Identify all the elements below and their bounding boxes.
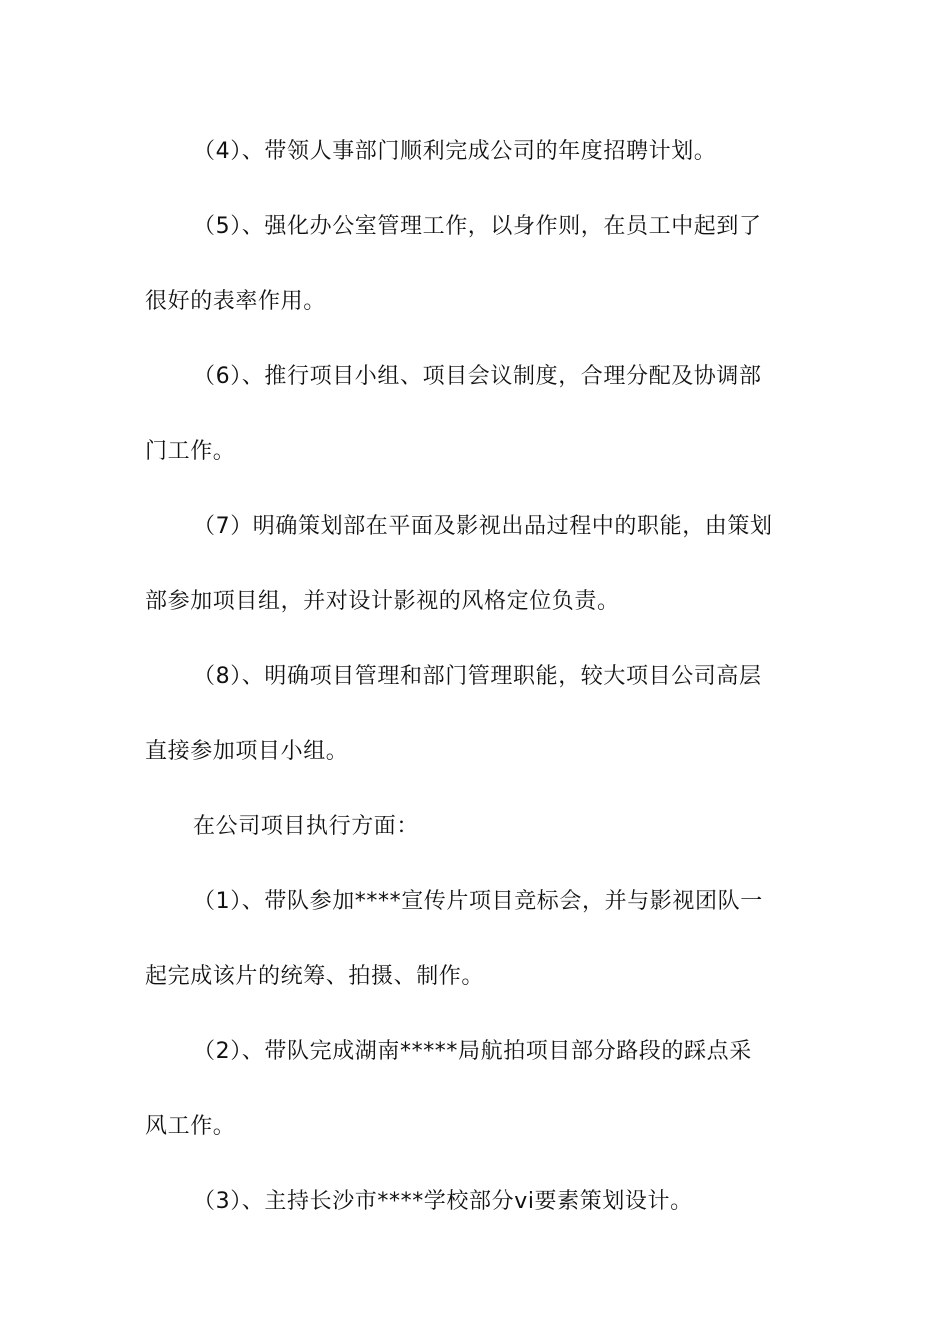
paragraph-8-line-2: 直接参加项目小组。 xyxy=(145,739,349,764)
paragraph-6-line-2: 门工作。 xyxy=(145,439,236,464)
project-2-line-1: （2）、带队完成湖南*****局航拍项目部分路段的踩点采 xyxy=(193,1039,752,1064)
paragraph-7-line-2: 部参加项目组，并对设计影视的风格定位负责。 xyxy=(145,589,620,614)
section-heading: 在公司项目执行方面： xyxy=(193,814,420,839)
project-1-line-2: 起完成该片的统筹、拍摄、制作。 xyxy=(145,964,485,989)
paragraph-4-line-1: （4）、带领人事部门顺利完成公司的年度招聘计划。 xyxy=(193,139,717,164)
paragraph-5-line-2: 很好的表率作用。 xyxy=(145,289,326,314)
project-1-line-1: （1）、带队参加****宣传片项目竞标会，并与影视团队一 xyxy=(193,889,763,914)
paragraph-5-line-1: （5）、强化办公室管理工作，以身作则，在员工中起到了 xyxy=(193,214,762,239)
project-3-line-1: （3）、主持长沙市****学校部分vi要素策划设计。 xyxy=(193,1189,693,1214)
paragraph-7-line-1: （7）明确策划部在平面及影视出品过程中的职能，由策划 xyxy=(193,514,773,539)
project-2-line-2: 风工作。 xyxy=(145,1114,236,1139)
paragraph-8-line-1: （8）、明确项目管理和部门管理职能，较大项目公司高层 xyxy=(193,664,762,689)
paragraph-6-line-1: （6）、推行项目小组、项目会议制度，合理分配及协调部 xyxy=(193,364,762,389)
